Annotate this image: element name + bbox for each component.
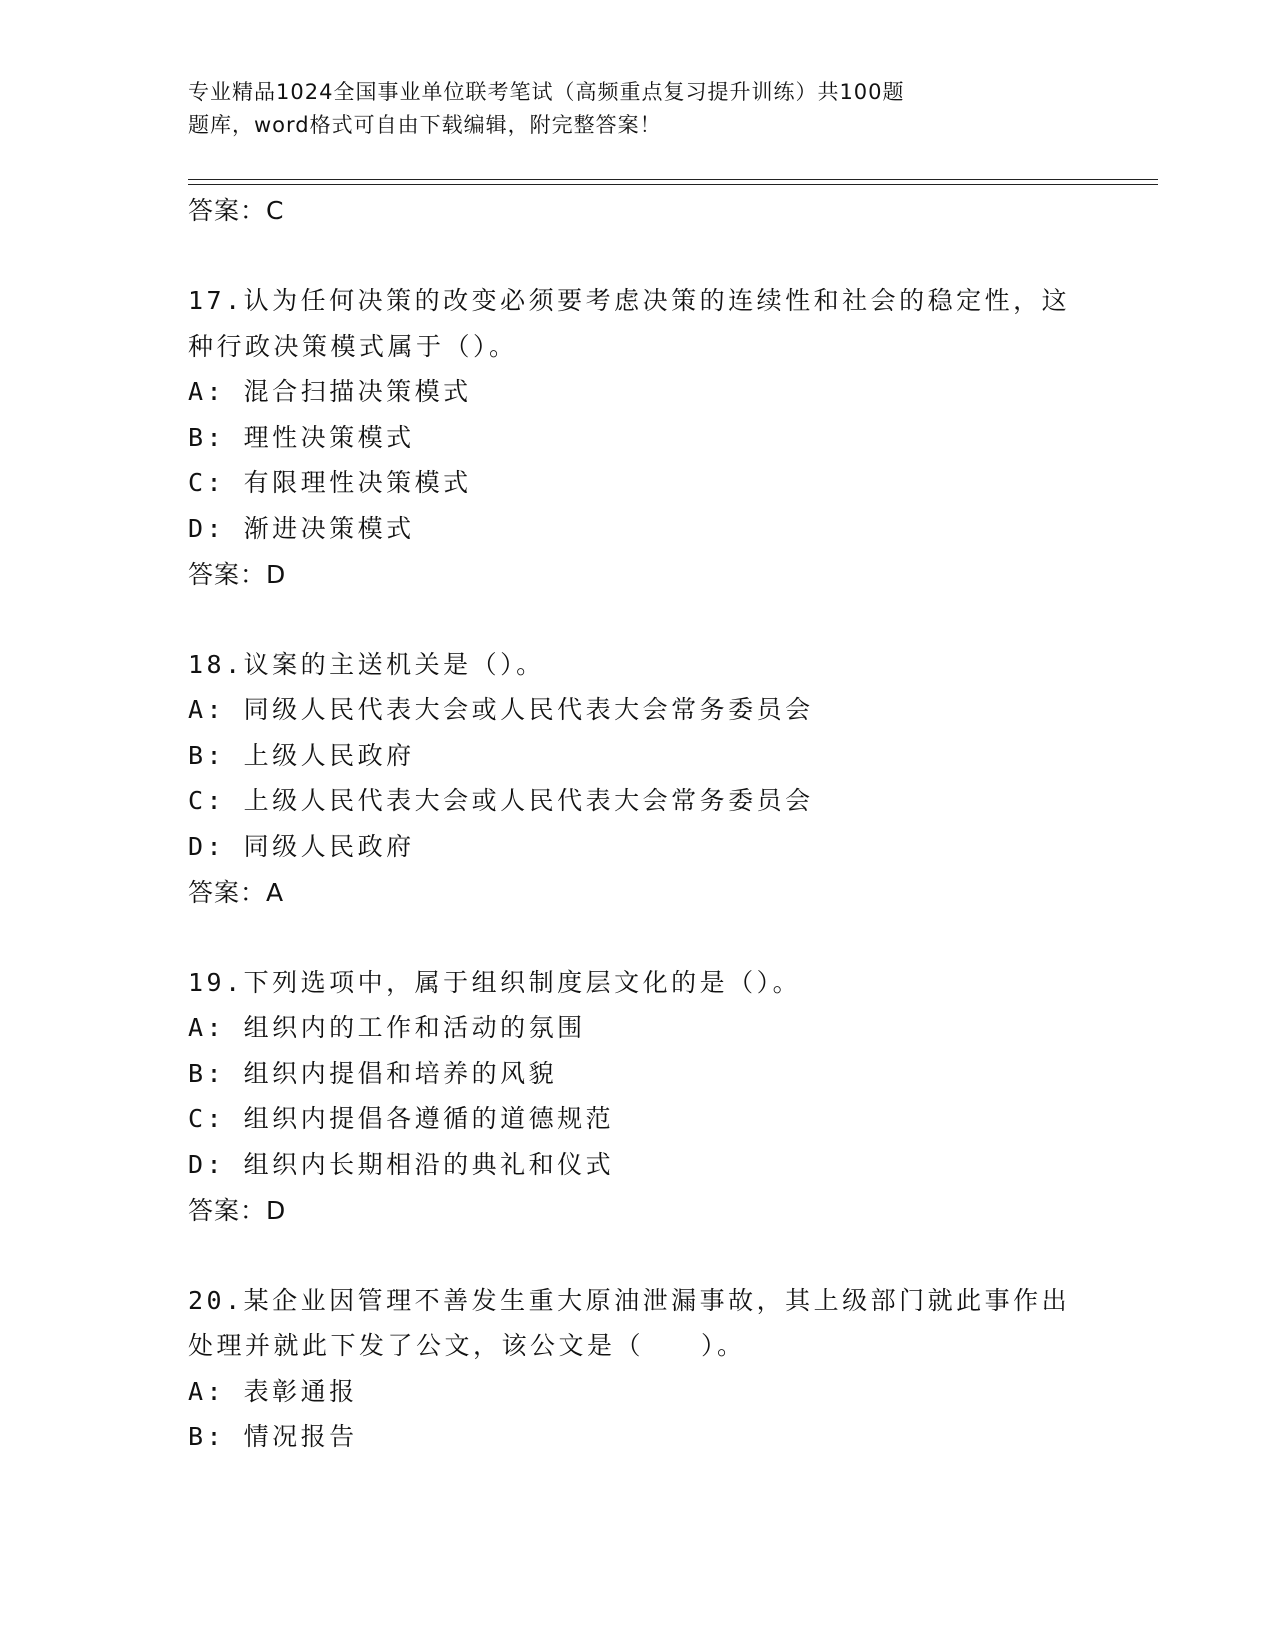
header-line-1: 专业精品1024全国事业单位联考笔试（高频重点复习提升训练）共100题	[188, 80, 905, 104]
option-d: D: 渐进决策模式	[188, 513, 415, 543]
question-stem: 17.认为任何决策的改变必须要考虑决策的连续性和社会的稳定性，这	[188, 286, 1071, 315]
header-line-2: 题库，word格式可自由下载编辑，附完整答案！	[188, 113, 662, 137]
question-19	[188, 960, 1088, 1234]
question-stem: 种行政决策模式属于（）。	[188, 331, 518, 361]
question-stem: 19.下列选项中，属于组织制度层文化的是（）。	[188, 967, 802, 997]
answer-line: 答案：D	[188, 559, 287, 589]
option-a: A: 混合扫描决策模式	[188, 377, 472, 407]
question-stem: 18.议案的主送机关是（）。	[188, 649, 545, 679]
option-c: C: 组织内提倡各遵循的道德规范	[188, 1104, 615, 1134]
option-d: D: 同级人民政府	[188, 831, 415, 861]
question-stem: 20.某企业因管理不善发生重大原油泄漏事故，其上级部门就此事作出	[188, 1285, 1071, 1315]
answer-line: 答案：A	[188, 877, 285, 907]
option-a: A: 表彰通报	[188, 1376, 358, 1406]
option-b: B: 理性决策模式	[188, 422, 415, 452]
header-divider	[188, 179, 1158, 180]
question-20	[188, 1278, 1088, 1460]
option-b: B: 组织内提倡和培养的风貌	[188, 1058, 558, 1088]
option-d: D: 组织内长期相沿的典礼和仪式	[188, 1149, 615, 1179]
option-c: C: 上级人民代表大会或人民代表大会常务委员会	[188, 786, 814, 816]
option-c: C: 有限理性决策模式	[188, 468, 472, 498]
document-body	[188, 188, 1088, 1460]
question-17	[188, 278, 1088, 598]
answer-line: 答案：C	[188, 196, 285, 225]
option-a: A: 同级人民代表大会或人民代表大会常务委员会	[188, 695, 814, 725]
question-stem: 处理并就此下发了公文，该公文是（ ）。	[188, 1331, 746, 1361]
option-a: A: 组织内的工作和活动的氛围	[188, 1013, 586, 1043]
answer-line: 答案：D	[188, 1195, 287, 1225]
option-b: B: 情况报告	[188, 1422, 358, 1452]
document-header	[188, 76, 1088, 142]
question-18	[188, 642, 1088, 916]
header-divider-double	[188, 184, 1158, 185]
option-b: B: 上级人民政府	[188, 740, 415, 770]
